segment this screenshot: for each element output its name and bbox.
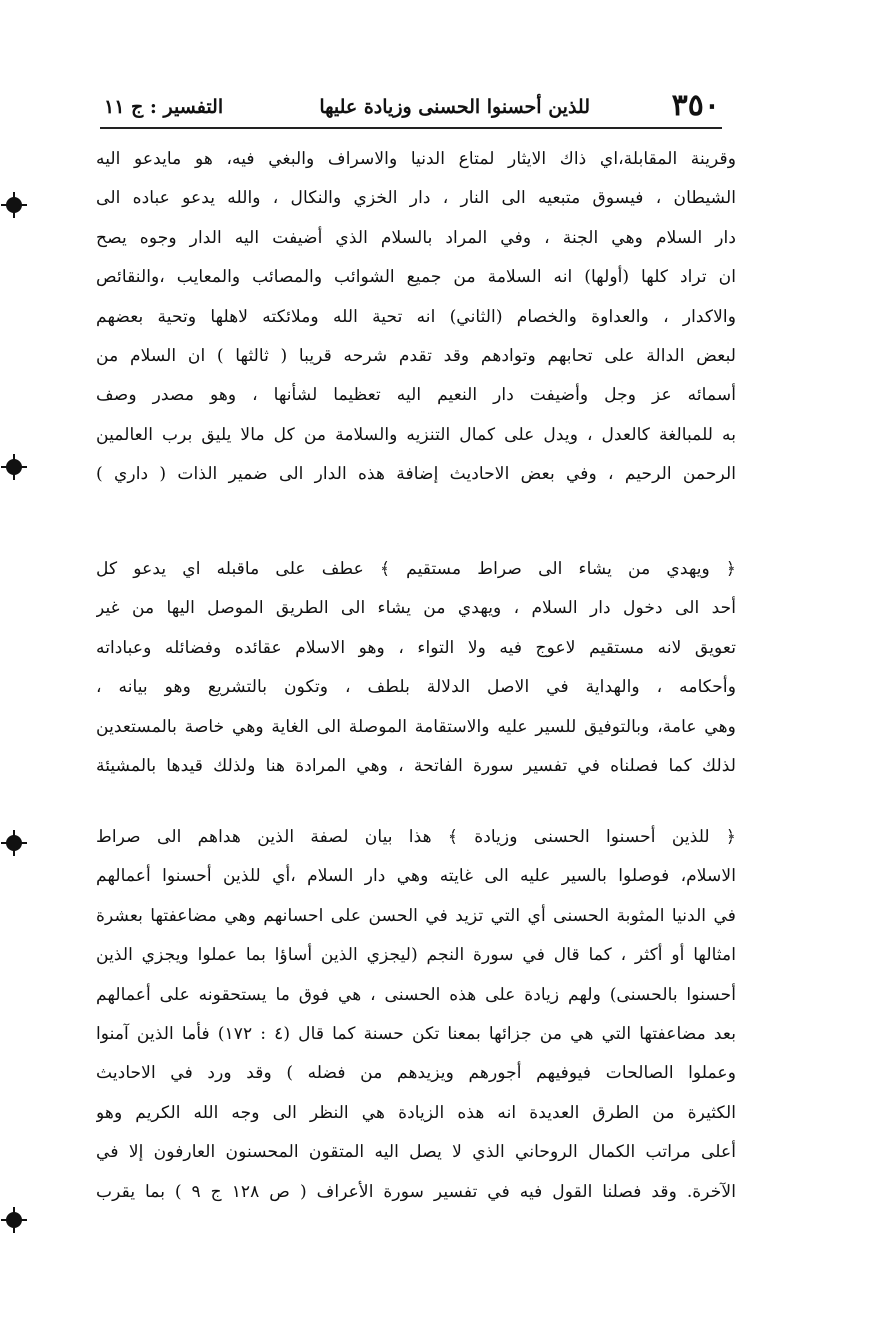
binding-hole-mark <box>6 1212 22 1228</box>
text-line: أحد الى دخول دار السلام ، ويهدي من يشاء الى الطريق الموصل اليها من غير <box>96 598 736 619</box>
text-line: وهي عامة، وبالتوفيق للسير عليه والاستقامة الموصلة الى الغاية وهي خاصة بالمستعدين <box>96 716 736 737</box>
text-line: أسمائه عز وجل وأضيفت دار النعيم اليه تعظيما لشأنها ، وهو مصدر وصف <box>96 385 736 406</box>
text-line: لبعض الدالة على تحابهم وتوادهم وقد تقدم شرحه قريبا ( ثالثها ) ان السلام من <box>96 346 736 367</box>
text-line: وقرينة المقابلة،اي ذاك الايثار لمتاع الدنيا والاسراف والبغي فيه، هو مايدعو اليه <box>96 149 736 169</box>
text-line: تعويق لانه مستقيم لاعوج فيه ولا التواء ، وهو الاسلام عقائده وفضائله وعباداته <box>96 637 736 658</box>
text-line: الاسلام، فوصلوا بالسير عليه الى غايته وهي دار السلام ،أي للذين أحسنوا أعمالهم <box>96 866 736 887</box>
section-label: التفسير : ج ١١ <box>104 96 224 118</box>
binding-hole-mark <box>6 835 22 851</box>
text-line: وأحكامه ، والهداية في الاصل الدلالة بلطف ، وتكون بالتشريع وهو بيانه ، <box>96 677 736 698</box>
text-line: والاكدار ، والعداوة والخصام (الثاني) انه تحية الله وملائكته لاهلها وتحية بعضهم <box>96 306 736 327</box>
text-line: لذلك كما فصلناه في تفسير سورة الفاتحة ، وهي المرادة هنا ولذلك قيدها بالمشيئة <box>96 756 736 777</box>
header-rule <box>100 127 722 129</box>
text-line: ﴿ ويهدي من يشاء الى صراط مستقيم ﴾ عطف على ماقبله اي يدعو كل <box>96 559 736 579</box>
text-line: ﴿ للذين أحسنوا الحسنى وزيادة ﴾ هذا بيان لصفة الذين هداهم الى صراط <box>96 827 736 847</box>
page-number: ٣٥٠ <box>671 88 720 123</box>
text-line: وعملوا الصالحات فيوفيهم أجورهم ويزيدهم من فضله ) وقد ورد في الاحاديث <box>96 1063 736 1084</box>
binding-hole-mark <box>6 459 22 475</box>
text-line: به للمبالغة كالعدل ، ويدل على كمال التنزيه والسلامة من كل مالا يليق برب العالمين <box>96 424 736 445</box>
text-line: الآخرة. وقد فصلنا القول فيه في تفسير سورة الأعراف ( ص ١٢٨ ج ٩ ) بما يقرب <box>96 1181 736 1202</box>
text-line: في الدنيا المثوبة الحسنى أي التي تزيد في الحسن على احسانهم وهي مضاعفتها بعشرة <box>96 905 736 926</box>
text-line: أعلى مراتب الكمال الروحاني الذي لا يصل اليه المتقون المحسنون العارفون إلا في <box>96 1142 736 1163</box>
text-line: دار السلام وهي الجنة ، وفي المراد بالسلام الذي أضيفت اليه الدار وجوه يصح <box>96 227 736 248</box>
text-line: بعد مضاعفتها التي هي من جزائها بمعنا تكن حسنة كما قال (٤ : ١٧٢) فأما الذين آمنوا <box>96 1024 736 1045</box>
text-line: ان تراد كلها (أولها) انه السلامة من جميع الشوائب والمصائب والمعايب ،والنقائص <box>96 267 736 288</box>
running-title: للذين أحسنوا الحسنى وزيادة عليها <box>319 96 590 118</box>
page-header <box>104 86 720 130</box>
paragraph-2 <box>96 550 736 786</box>
text-line: الكثيرة من الطرق العديدة انه هذه الزيادة هي النظر الى وجه الله الكريم وهو <box>96 1102 736 1123</box>
text-line: أحسنوا بالحسنى) ولهم زيادة على هذه الحسنى ، هي فوق ما يستحقونه على أعمالهم <box>96 984 736 1005</box>
text-line: الشيطان ، فيسوق متبعيه الى النار ، دار الخزي والنكال ، والله يدعو عباده الى <box>96 188 736 209</box>
text-line: امثالها أو أكثر ، كما قال في سورة النجم (ليجزي الذين أساؤا بما عملوا ويجزي الذين <box>96 945 736 966</box>
paragraph-3 <box>96 818 736 1212</box>
text-line: الرحمن الرحيم ، وفي بعض الاحاديث إضافة هذه الدار الى ضمير الذات ( داري ) <box>96 464 736 485</box>
paragraph-1 <box>96 140 736 495</box>
binding-hole-mark <box>6 197 22 213</box>
